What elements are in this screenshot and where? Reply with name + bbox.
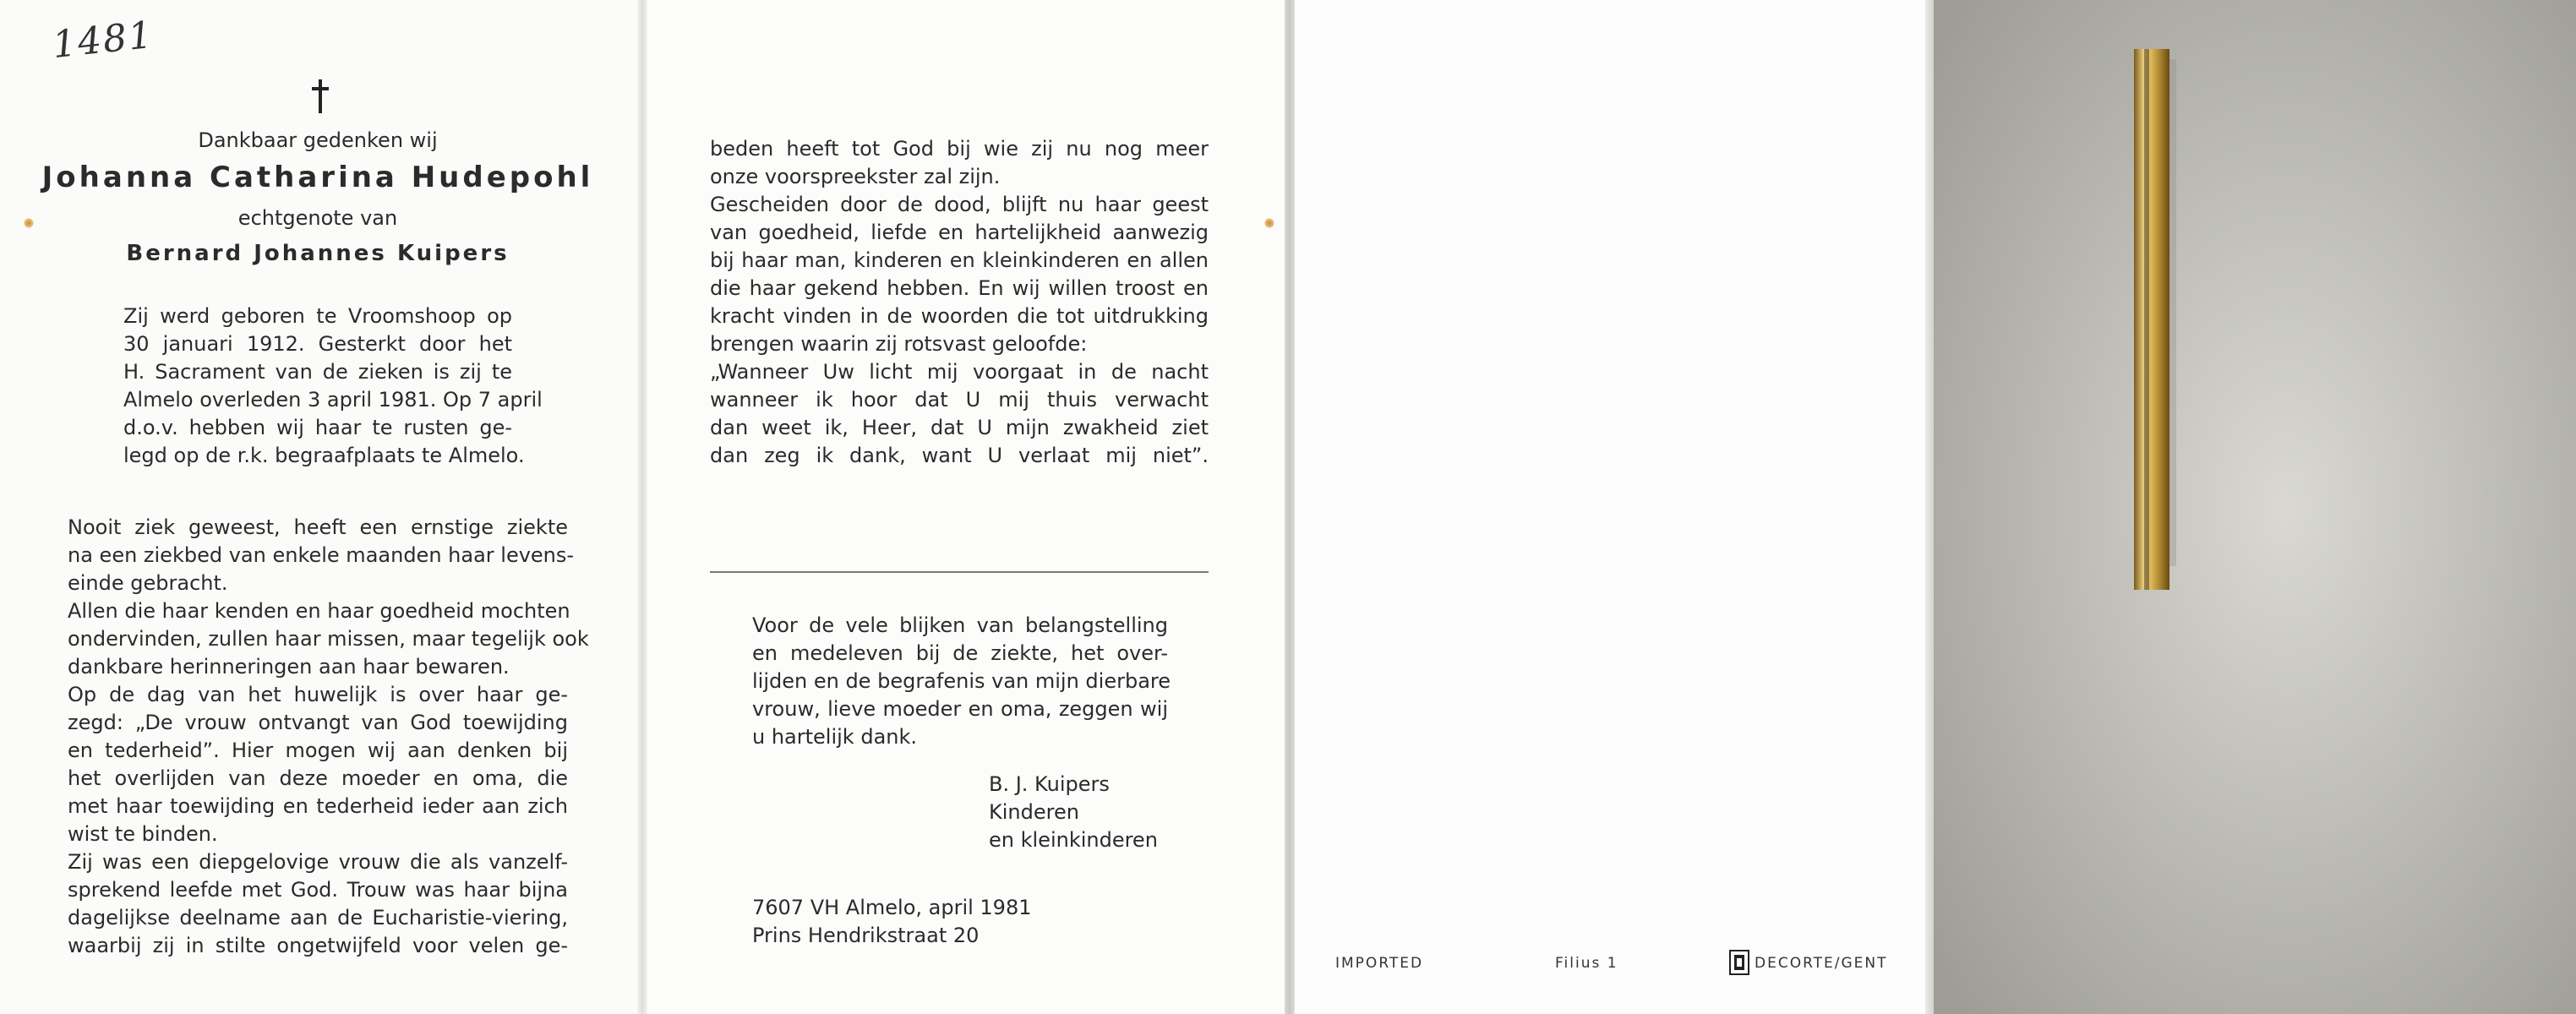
thanks-line: en medeleven bij de ziekte, het over- bbox=[752, 641, 1168, 665]
cross-bouquet-illustration bbox=[1931, 0, 2576, 1014]
signature-line: Kinderen bbox=[989, 800, 1079, 824]
intro-text: Dankbaar gedenken wij bbox=[198, 128, 438, 152]
text-line: einde gebracht. bbox=[68, 571, 228, 595]
text-line: kracht vinden in de woorden die tot uitdrukking bbox=[710, 304, 1209, 328]
bio-line: 30 januari 1912. Gesterkt door het bbox=[123, 332, 512, 356]
series-label: Filius 1 bbox=[1555, 955, 1618, 972]
thanks-line: u hartelijk dank. bbox=[752, 725, 918, 749]
handwritten-number: 1481 bbox=[50, 13, 156, 68]
bio-line: H. Sacrament van de zieken is zij te bbox=[123, 360, 512, 384]
text-line: Op de dag van het huwelijk is over haar ge- bbox=[68, 683, 568, 706]
front-cover-image bbox=[1931, 0, 2576, 1014]
text-line: dan weet ik, Heer, dat U mijn zwakheid ziet bbox=[710, 416, 1209, 439]
publisher-label: DECORTE/GENT bbox=[1755, 955, 1888, 972]
text-line: van goedheid, liefde en hartelijkheid aanwezig bbox=[710, 221, 1209, 244]
address-line: Prins Hendrikstraat 20 bbox=[752, 924, 980, 947]
signature-line: en kleinkinderen bbox=[989, 828, 1158, 852]
text-line: onze voorspreekster zal zijn. bbox=[710, 165, 1001, 188]
text-line: brengen waarin zij rotsvast geloofde: bbox=[710, 332, 1088, 356]
text-line: sprekend leefde met God. Trouw was haar bijna bbox=[68, 878, 568, 902]
punch-mark bbox=[1264, 218, 1274, 228]
card-separation bbox=[1285, 0, 1295, 1014]
text-line: ondervinden, zullen haar missen, maar tegelijk ook bbox=[68, 627, 589, 651]
thanks-line: lijden en de begrafenis van mijn dierbare bbox=[752, 669, 1171, 693]
gold-cross-vertical bbox=[2134, 49, 2169, 590]
deceased-name: Johanna Catharina Hudepohl bbox=[41, 161, 594, 194]
signature-line: B. J. Kuipers bbox=[989, 772, 1110, 796]
text-line: die haar gekend hebben. En wij willen troost en bbox=[710, 276, 1209, 300]
fold-crease bbox=[1925, 0, 1934, 1014]
text-line: bij haar man, kinderen en kleinkinderen en allen bbox=[710, 248, 1209, 272]
thanks-line: vrouw, lieve moeder en oma, zeggen wij bbox=[752, 697, 1168, 721]
text-line: wanneer ik hoor dat U mij thuis verwacht bbox=[710, 388, 1209, 412]
text-line: dan zeg ik dank, want U verlaat mij niet”. bbox=[710, 444, 1209, 467]
bio-line: Almelo overleden 3 april 1981. Op 7 april bbox=[123, 388, 543, 412]
text-line: na een ziekbed van enkele maanden haar levens- bbox=[68, 543, 575, 567]
bio-line: legd op de r.k. begraafplaats te Almelo. bbox=[123, 444, 525, 467]
thanks-line: Voor de vele blijken van belangstelling bbox=[752, 613, 1168, 637]
bio-line: Zij werd geboren te Vroomshoop op bbox=[123, 304, 512, 328]
address-line: 7607 VH Almelo, april 1981 bbox=[752, 896, 1032, 919]
text-line: Zij was een diepgelovige vrouw die als vanzelf- bbox=[68, 850, 568, 874]
text-line: het overlijden van deze moeder en oma, die bbox=[68, 766, 568, 790]
publisher-logo-icon bbox=[1729, 950, 1749, 975]
spouse-name: Bernard Johannes Kuipers bbox=[126, 241, 510, 266]
text-line: met haar toewijding en tederheid ieder aan zich bbox=[68, 794, 568, 818]
text-line: dankbare herinneringen aan haar bewaren. bbox=[68, 655, 510, 679]
back-page bbox=[1293, 0, 1931, 1014]
text-line: en tederheid”. Hier mogen wij aan denken bij bbox=[68, 739, 568, 762]
text-line: Gescheiden door de dood, blijft nu haar geest bbox=[710, 193, 1209, 216]
text-line: Allen die haar kenden en haar goedheid mochten bbox=[68, 599, 570, 623]
cross-icon bbox=[309, 79, 331, 113]
text-line: beden heeft tot God bij wie zij nu nog meer bbox=[710, 137, 1209, 161]
text-line: Nooit ziek geweest, heeft een ernstige ziekte bbox=[68, 515, 568, 539]
spouse-intro: echtgenote van bbox=[237, 206, 398, 230]
bio-line: d.o.v. hebben wij haar te rusten ge- bbox=[123, 416, 512, 439]
text-line: dagelijkse deelname aan de Eucharistie-viering, bbox=[68, 906, 568, 930]
text-line: wist te binden. bbox=[68, 822, 218, 846]
divider-line bbox=[710, 571, 1209, 573]
fold-crease bbox=[637, 0, 647, 1014]
text-line: waarbij zij in stilte ongetwijfeld voor velen ge- bbox=[68, 934, 568, 957]
text-line: „Wanneer Uw licht mij voorgaat in de nacht bbox=[710, 360, 1209, 384]
text-line: zegd: „De vrouw ontvangt van God toewijding bbox=[68, 711, 568, 734]
imported-label: IMPORTED bbox=[1335, 955, 1424, 972]
